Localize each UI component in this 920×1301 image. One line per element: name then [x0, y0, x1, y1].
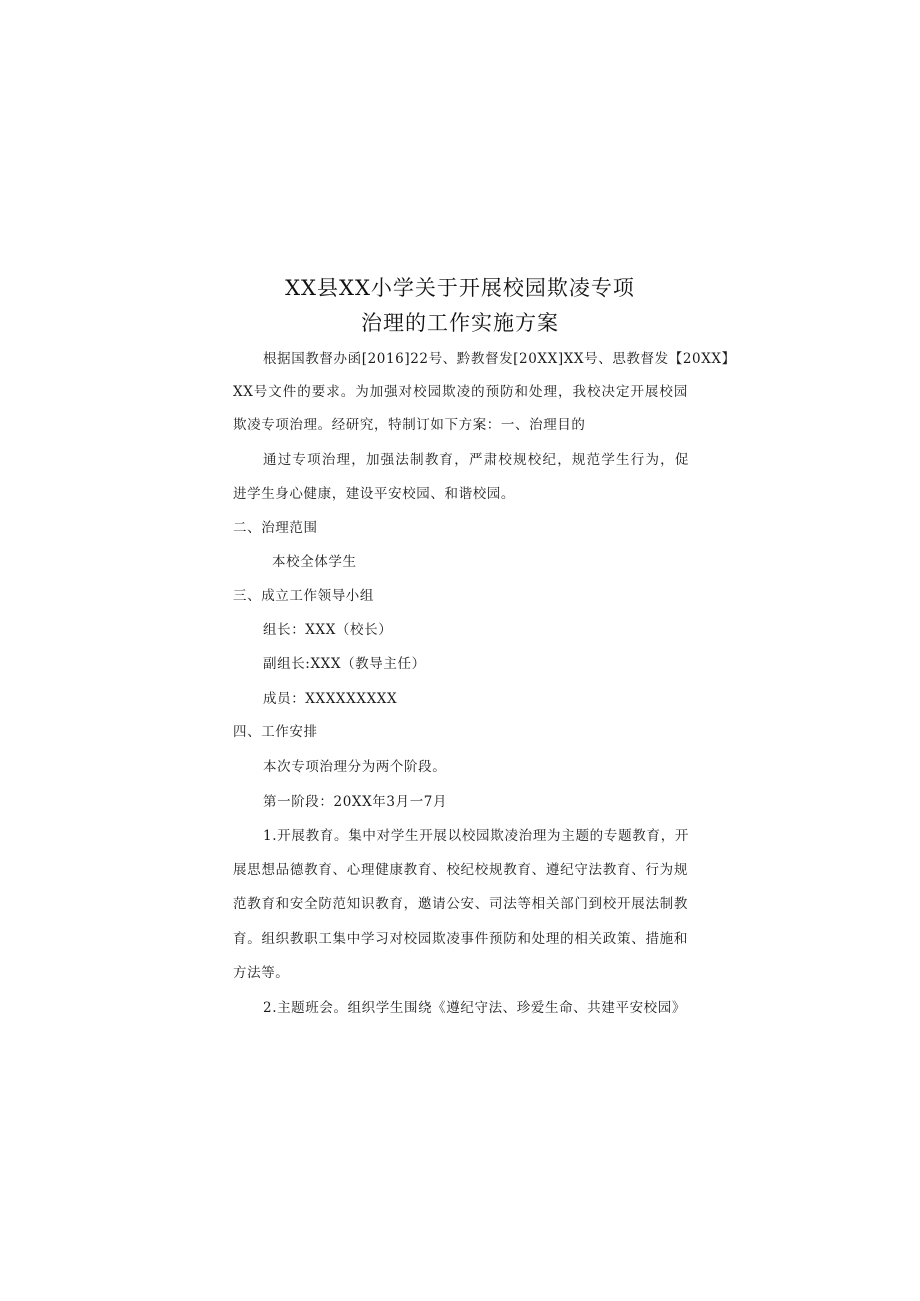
- paragraph-line: 第一阶段：20XX年3月一7月: [263, 794, 448, 810]
- section-heading: 四、工作安排: [233, 724, 318, 740]
- paragraph-line: 欺凌专项治理。经研究，特制订如下方案：一、治理目的: [233, 417, 586, 433]
- paragraph-line: 组长：XXX（校长）: [263, 622, 393, 638]
- document-title-line-2: 治理的工作实施方案: [361, 311, 559, 335]
- section-heading: 二、治理范围: [233, 520, 318, 536]
- paragraph-line: 成员：XXXXXXXXX: [263, 691, 398, 707]
- document-title-line-1: XX县XX小学关于开展校园欺凌专项: [285, 276, 635, 300]
- paragraph-line: 展思想品德教育、心理健康教育、校纪校规教育、遵纪守法教育、行为规: [233, 862, 688, 878]
- section-heading: 三、成立工作领导小组: [233, 588, 374, 604]
- paragraph-line: 进学生身心健康，建设平安校园、和谐校园。: [233, 486, 515, 502]
- paragraph-line: 副组长:XXX（教导主任）: [263, 656, 426, 672]
- paragraph-line: 本次专项治理分为两个阶段。: [263, 759, 447, 775]
- paragraph-line: 范教育和安全防范知识教育，邀请公安、司法等相关部门到校开展法制教: [233, 896, 688, 912]
- paragraph-line: 育。组织教职工集中学习对校园欺凌事件预防和处理的相关政策、措施和: [233, 931, 688, 947]
- paragraph-line: 方法等。: [233, 965, 290, 981]
- paragraph-line: 通过专项治理，加强法制教育，严肃校规校纪，规范学生行为，促: [263, 452, 689, 468]
- paragraph-line: 根据国教督办函[2016]22号、黔教督发[20XX]XX号、思教督发【20XX】: [263, 351, 736, 367]
- paragraph-line: XX号文件的要求。为加强对校园欺凌的预防和处理，我校决定开展校园: [233, 384, 688, 400]
- paragraph-line: 2.主题班会。组织学生围绕《遵纪守法、珍爱生命、共建平安校园》: [263, 1000, 686, 1016]
- paragraph-line: 本校全体学生: [272, 554, 357, 570]
- paragraph-line: 1.开展教育。集中对学生开展以校园欺凌治理为主题的专题教育，开: [263, 828, 689, 844]
